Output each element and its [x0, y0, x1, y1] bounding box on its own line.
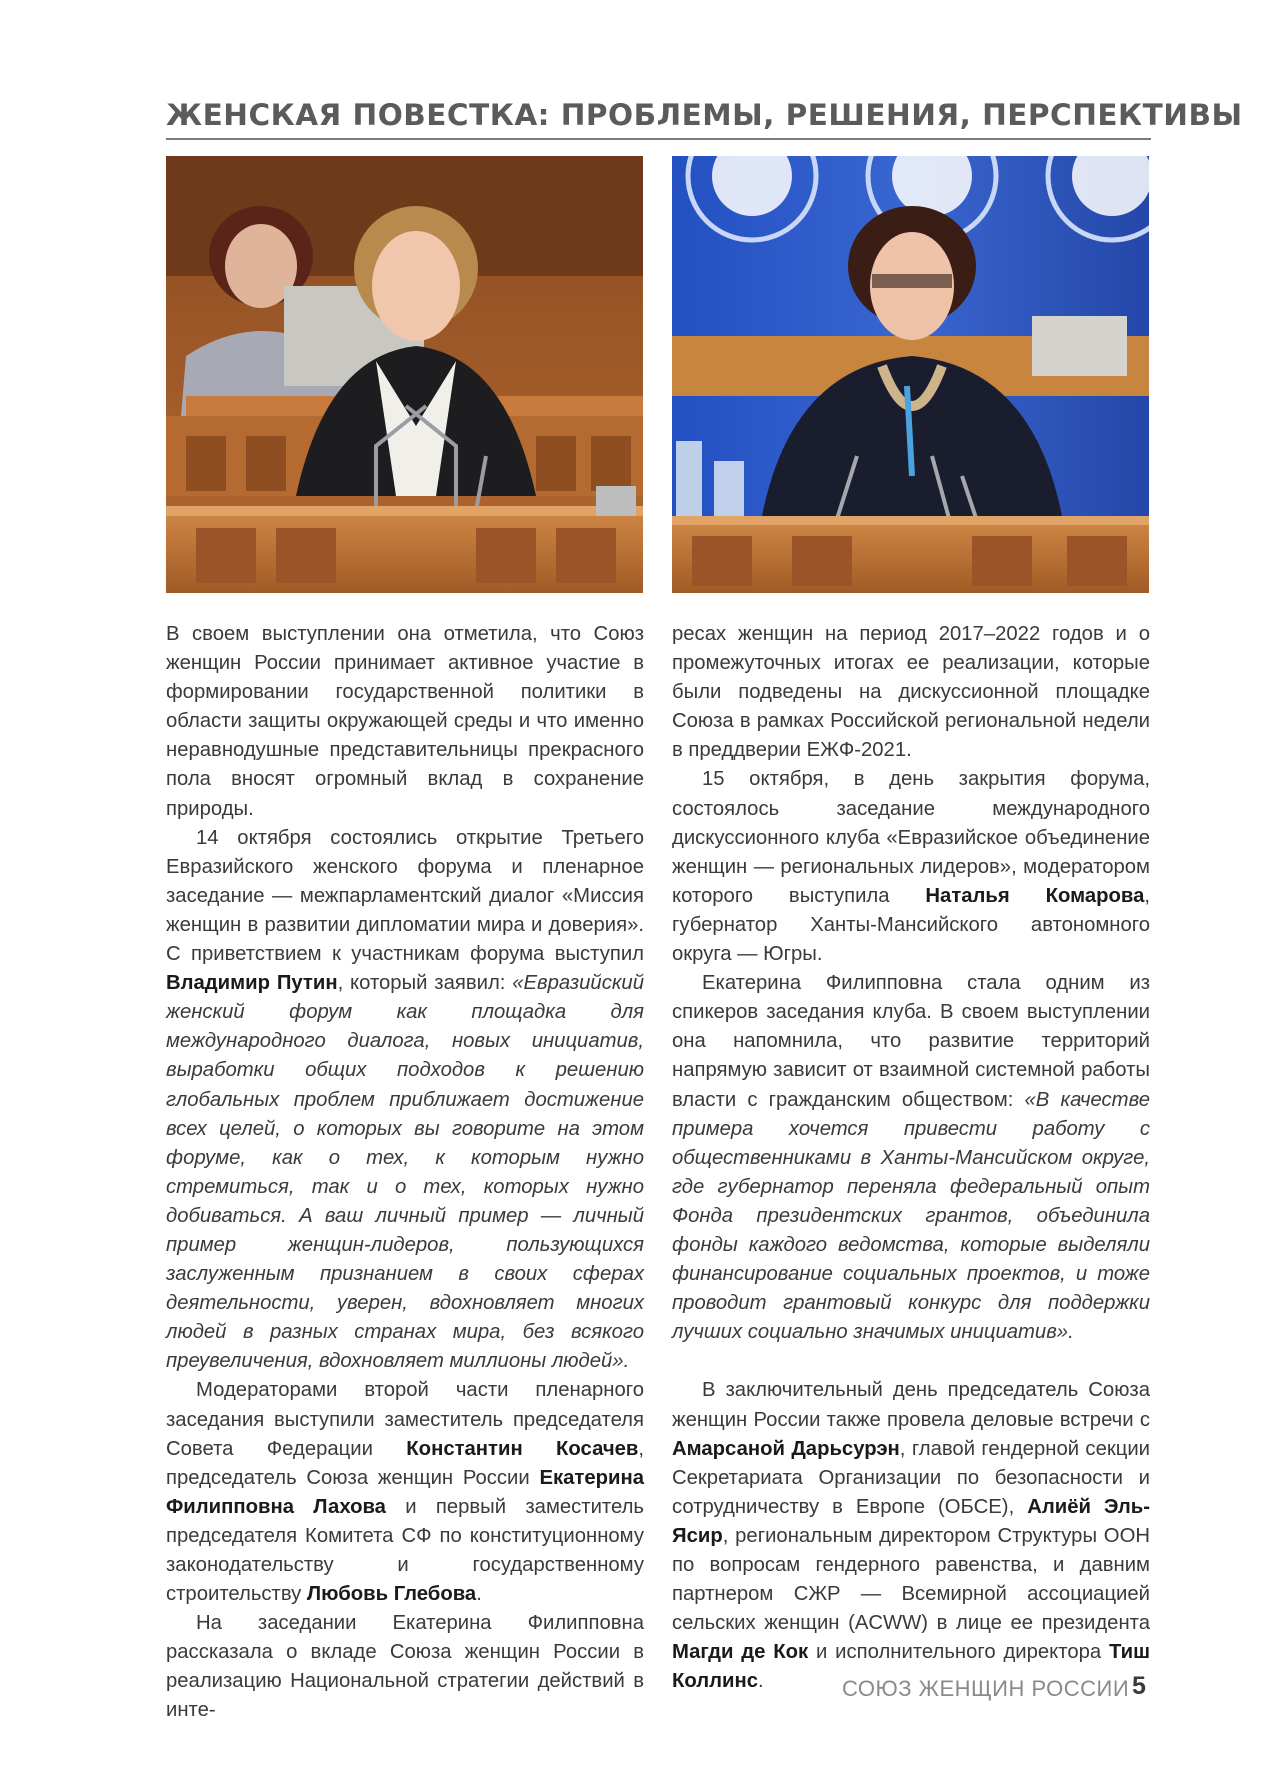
body-text: В заключительный день председатель Союза женщин России также провела деловые встречи с: [672, 1379, 1150, 1431]
body-text: В своем выступлении она отметила, что Союз женщин России принимает активное участие в формировании государственной политики в области защиты окружающей среды и что именно неравнодушные представительницы прекрасного пола вносят огромный вклад в сохранение природы.: [166, 623, 644, 820]
quote-text: «В качестве примера хочется привести работу с общественниками в Ханты-Мансийском округе, где губернатор переняла федеральный опыт Фонда президентских грантов, объединила фонды каждого ведомства, которые выделяли финансирование социальных проектов, и тоже проводит грантовый конкурс для поддержки лучших социально значимых инициатив».: [672, 1088, 1150, 1344]
photo-speaker-left: [166, 156, 643, 593]
person-name: Магди де Кок: [672, 1641, 809, 1664]
body-text: и первый заместитель председателя Комитета СФ по конституционному законодательству и государственному строительству: [166, 1495, 644, 1606]
page-number: 5: [1132, 1672, 1146, 1700]
body-text: ресах женщин на период 2017–2022 годов и о промежуточных итогах ее реализации, которые были подведены на дискуссионной площадке Союза в рамках Российской региональной недели в преддверии ЕЖФ-2021.: [672, 623, 1150, 762]
body-text: и исполнительного директора: [808, 1641, 1109, 1664]
header-divider: [166, 138, 1151, 140]
paragraph: [166, 1376, 644, 1609]
person-name: Екатерина Филипповна Лахова: [166, 1466, 644, 1518]
paragraph: [672, 969, 1150, 1347]
page-title: ЖЕНСКАЯ ПОВЕСТКА: ПРОБЛЕМЫ, РЕШЕНИЯ, ПЕРСПЕКТИВЫ: [166, 98, 1243, 132]
person-name: Владимир Путин: [166, 972, 338, 995]
person-name: Любовь Глебова: [306, 1583, 477, 1606]
body-text: Модераторами второй части пленарного заседания выступили заместитель председателя Совета Федерации: [166, 1379, 644, 1460]
body-text: , главой гендерной секции Секретариата Организации по безопасности и сотрудничеству в Европе (ОБСЕ),: [672, 1437, 1150, 1518]
paragraph: [166, 824, 644, 1377]
body-text: .: [758, 1670, 764, 1693]
person-name: Константин Косачев: [406, 1437, 639, 1460]
person-name: Алиёй Эль-Ясир: [672, 1495, 1150, 1547]
body-text: , председатель Союза женщин России: [166, 1437, 645, 1489]
article-column-left: [166, 620, 644, 1726]
paragraph: [672, 1376, 1150, 1696]
paragraph: [166, 620, 644, 824]
person-name: Наталья Комарова: [925, 884, 1145, 907]
body-text: , который заявил:: [337, 972, 513, 995]
body-text: , региональным директором Структуры ООН по вопросам гендерного равенства, и давним партнером СЖР — Всемирной ассоциацией сельских женщин (ACWW) в лице ее президента: [672, 1524, 1150, 1635]
quote-text: «Евразийский женский форум как площадка для международного диалога, новых инициатив, выработки общих подходов к решению глобальных проблем приближает достижение всех целей, о которых вы говорите на этом форуме, как о тех, к которым нужно стремиться, так и о тех, которых нужно добиваться. А ваш личный пример — личный пример женщин-лидеров, пользующихся заслуженным признанием в своих сферах деятельности, уверен, вдохновляет многих людей в разных странах мира, без всякого преувеличения, вдохновляет миллионы людей».: [166, 972, 644, 1373]
paragraph: [672, 765, 1150, 969]
body-text: На заседании Екатерина Филипповна рассказала о вкладе Союза женщин России в реализацию Национальной стратегии действий в инте-: [166, 1612, 644, 1722]
body-text: .: [476, 1583, 482, 1606]
paragraph: [672, 620, 1150, 765]
body-text: 15 октября, в день закрытия форума, состоялось заседание международного дискуссионного клуба «Евразийское объединение женщин — региональных лидеров», модератором которого выступила: [672, 768, 1150, 907]
person-name: Амарсаной Дарьсурэн: [672, 1437, 900, 1460]
person-name: Тиш Коллинс: [672, 1641, 1150, 1693]
paragraph: [166, 1609, 644, 1725]
photo-speaker-right: [672, 156, 1149, 593]
article-column-right: [672, 620, 1150, 1696]
publication-name: СОЮЗ ЖЕНЩИН РОССИИ: [842, 1676, 1130, 1701]
body-text: Екатерина Филипповна стала одним из спикеров заседания клуба. В своем выступлении она напомнила, что развитие территорий напрямую зависит от взаимной системной работы власти с гражданским обществом:: [672, 972, 1150, 1111]
body-text: , губернатор Ханты-Мансийского автономного округа — Югры.: [672, 884, 1150, 966]
body-text: 14 октября состоялись открытие Третьего Евразийского женского форума и пленарное заседание — межпарламентский диалог «Миссия женщин в развитии дипломатии мира и доверия». С приветствием к участникам форума выступил: [166, 826, 644, 966]
